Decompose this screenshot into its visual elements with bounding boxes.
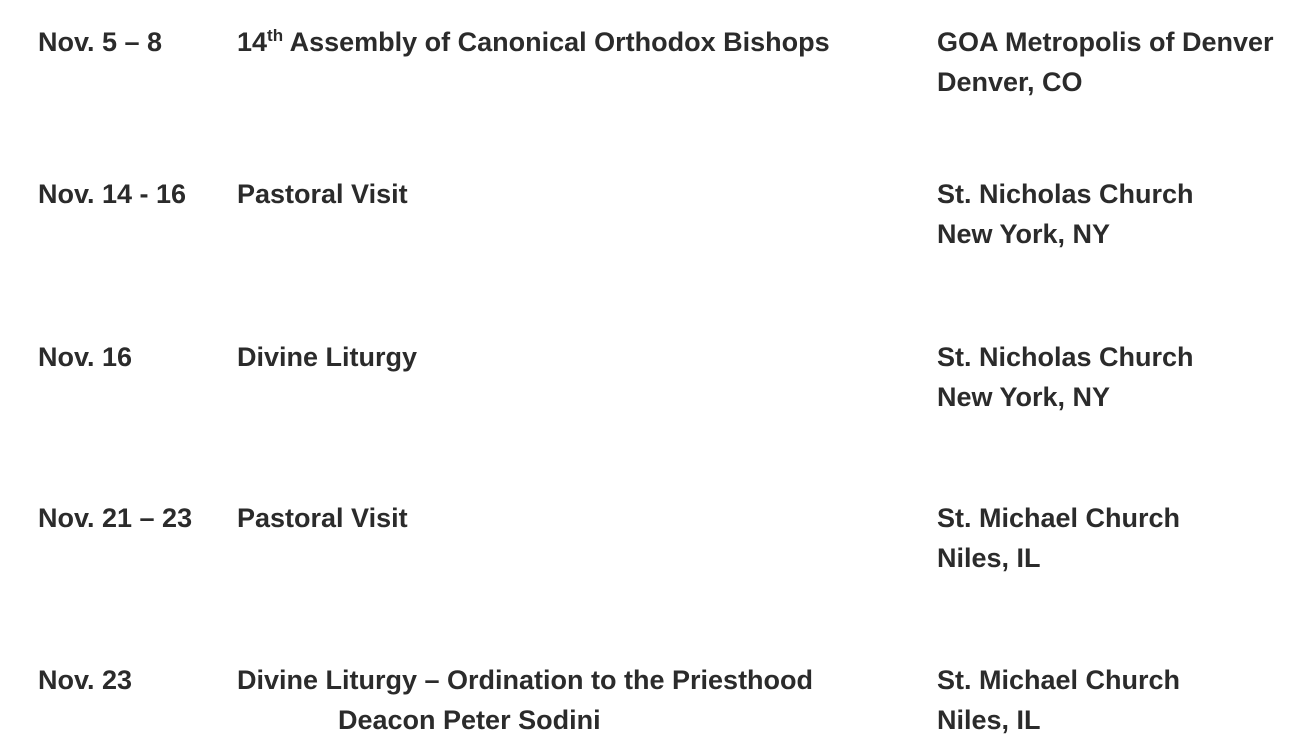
event-ordinal-suffix: th <box>267 26 284 45</box>
location-city: Denver, CO <box>937 67 1083 97</box>
location-name: St. Nicholas Church <box>937 179 1194 209</box>
event-title: Divine Liturgy – Ordination to the Priesthood <box>237 665 814 695</box>
location-name: GOA Metropolis of Denver <box>937 27 1274 57</box>
event-date: Nov. 14 - 16 <box>38 179 187 209</box>
location-city: Niles, IL <box>937 543 1041 573</box>
location-name: St. Michael Church <box>937 503 1181 533</box>
event-title: Divine Liturgy <box>237 342 418 372</box>
event-title <box>237 22 830 62</box>
location-city: Niles, IL <box>937 705 1041 735</box>
event-ordinal-number: 14 <box>237 27 268 57</box>
event-title: Pastoral Visit <box>237 503 408 533</box>
event-date: Nov. 5 – 8 <box>38 27 163 57</box>
location-name: St. Nicholas Church <box>937 342 1194 372</box>
event-date: Nov. 16 <box>38 342 133 372</box>
event-detail: Deacon Peter Sodini <box>338 705 601 735</box>
event-title-text: Assembly of Canonical Orthodox Bishops <box>283 27 830 57</box>
event-title: Pastoral Visit <box>237 179 408 209</box>
location-city: New York, NY <box>937 219 1111 249</box>
event-date: Nov. 23 <box>38 665 133 695</box>
location-city: New York, NY <box>937 382 1111 412</box>
event-date: Nov. 21 – 23 <box>38 503 193 533</box>
location-name: St. Michael Church <box>937 665 1181 695</box>
